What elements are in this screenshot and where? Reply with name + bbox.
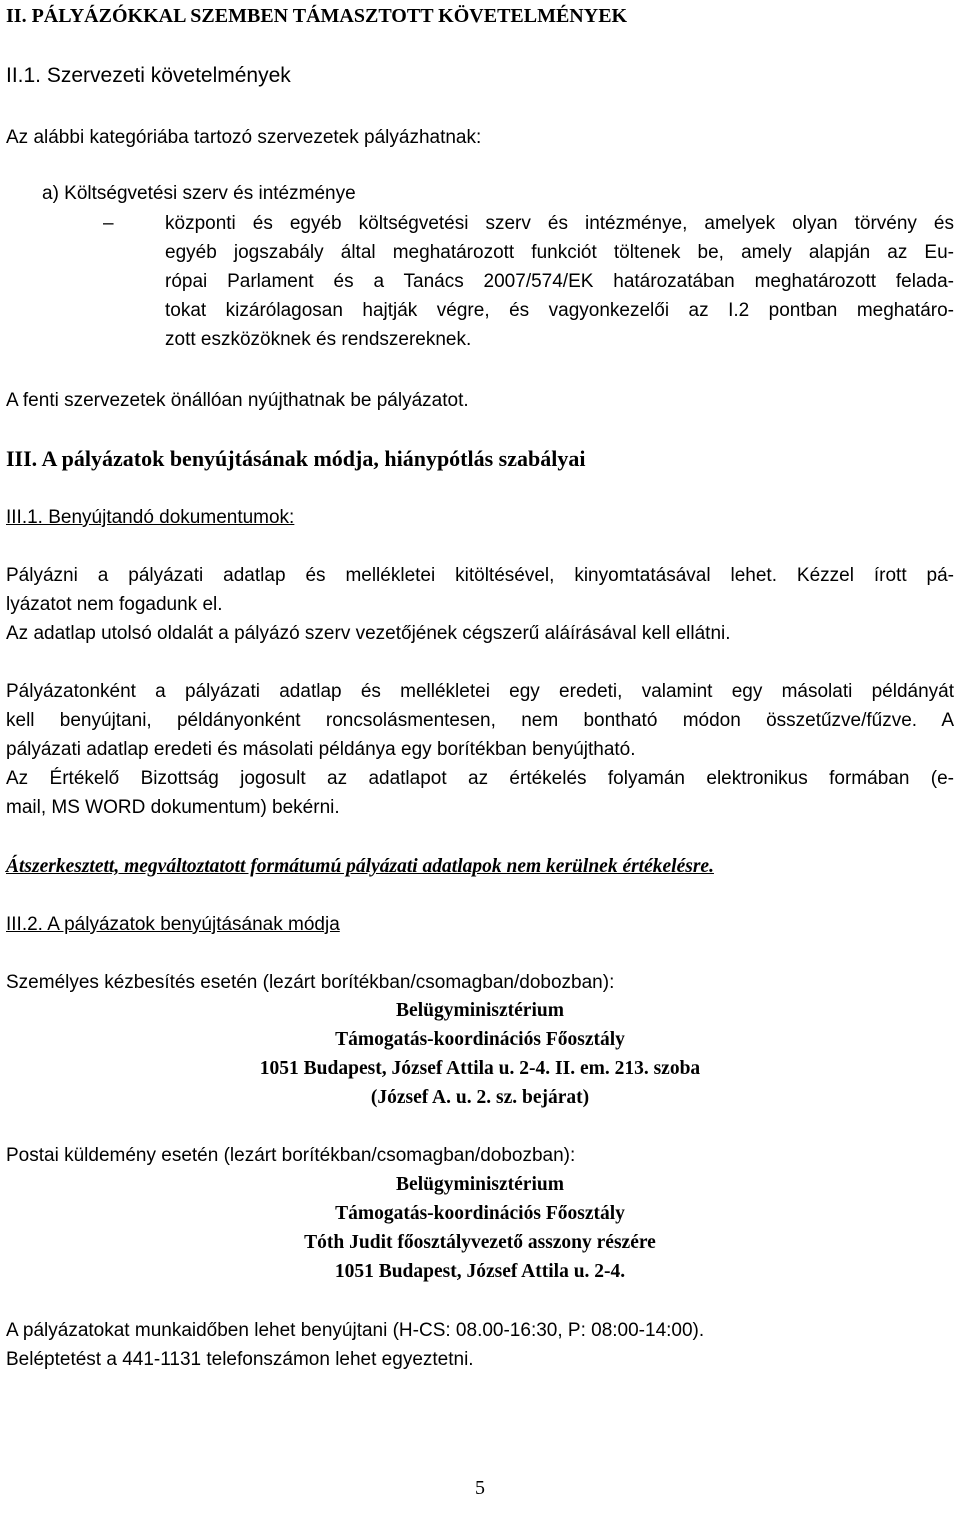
dash-item-line: rópai Parlament és a Tanács 2007/574/EK határozatában meghatározott felada- xyxy=(165,271,954,292)
sub-heading: III.1. Benyújtandó dokumentumok: xyxy=(6,507,295,528)
paragraph-line: lyázatot nem fogadunk el. xyxy=(6,594,223,615)
entry-text: Beléptetést a 441-1131 telefonszámon lehet egyeztetni. xyxy=(6,1349,474,1370)
address-line: Támogatás-koordinációs Főosztály xyxy=(335,1029,625,1050)
address-line: Belügyminisztérium xyxy=(396,1174,564,1195)
address-line: 1051 Budapest, József Attila u. 2-4. II. em. 213. szoba xyxy=(259,1058,701,1079)
paragraph-line: pályázati adatlap eredeti és másolati példánya egy borítékban benyújtható. xyxy=(6,739,636,760)
paragraph-line: Az adatlap utolsó oldalát a pályázó szerv vezetőjének cégszerű aláírásával kell ellátni. xyxy=(6,623,731,644)
dash-item-line: tokat kizárólagosan hajtják végre, és vagyonkezelői az I.2 pontban meghatáro- xyxy=(165,300,954,321)
paragraph-line: Pályázni a pályázati adatlap és mellékletei kitöltésével, kinyomtatásával lehet. Kézzel írott pá- xyxy=(6,565,954,586)
delivery-intro: Postai küldemény esetén (lezárt borítékban/csomagban/dobozban): xyxy=(6,1145,576,1166)
intro-text: Az alábbi kategóriába tartozó szervezetek pályázhatnak: xyxy=(6,127,482,148)
section-heading: III. A pályázatok benyújtásának módja, hiánypótlás szabályai xyxy=(6,446,586,471)
delivery-intro: Személyes kézbesítés esetén (lezárt borítékban/csomagban/dobozban): xyxy=(6,972,615,993)
dash-bullet: – xyxy=(103,213,114,234)
warning-text: Átszerkesztett, megváltoztatott formátumú pályázati adatlapok nem kerülnek értékelésre. xyxy=(6,856,714,877)
paragraph-line: kell benyújtani, példányonként roncsolásmentesen, nem bontható módon összetűzve/fűzve. A xyxy=(6,710,954,731)
paragraph-line: Az Értékelő Bizottság jogosult az adatlapot az értékelés folyamán elektronikus formában (e- xyxy=(6,768,954,789)
paragraph-line: Pályázatonként a pályázati adatlap és mellékletei egy eredeti, valamint egy másolati példányát xyxy=(6,681,954,702)
note-text: A fenti szervezetek önállóan nyújthatnak be pályázatot. xyxy=(6,390,469,411)
address-line: Támogatás-koordinációs Főosztály xyxy=(335,1203,625,1224)
sub-heading: II.1. Szervezeti követelmények xyxy=(6,64,291,87)
page-number: 5 xyxy=(475,1477,485,1499)
address-line: Belügyminisztérium xyxy=(396,1000,564,1021)
section-heading: II. PÁLYÁZÓKKAL SZEMBEN TÁMASZTOTT KÖVETELMÉNYEK xyxy=(6,5,628,27)
sub-heading: III.2. A pályázatok benyújtásának módja xyxy=(6,914,340,935)
address-line: 1051 Budapest, József Attila u. 2-4. xyxy=(334,1261,626,1282)
dash-item-line: zott eszközöknek és rendszereknek. xyxy=(165,329,472,350)
paragraph-line: mail, MS WORD dokumentum) bekérni. xyxy=(6,797,340,818)
list-item-a: a) Költségvetési szerv és intézménye xyxy=(42,183,356,204)
dash-item-line: központi és egyéb költségvetési szerv és intézménye, amelyek olyan törvény és xyxy=(165,213,954,234)
address-line: (József A. u. 2. sz. bejárat) xyxy=(370,1087,590,1108)
address-line: Tóth Judit főosztályvezető asszony részére xyxy=(304,1232,656,1253)
dash-item-line: egyéb jogszabály által meghatározott funkciót töltenek be, amely alapján az Eu- xyxy=(165,242,954,263)
hours-text: A pályázatokat munkaidőben lehet benyújtani (H-CS: 08.00-16:30, P: 08:00-14:00). xyxy=(6,1320,705,1341)
